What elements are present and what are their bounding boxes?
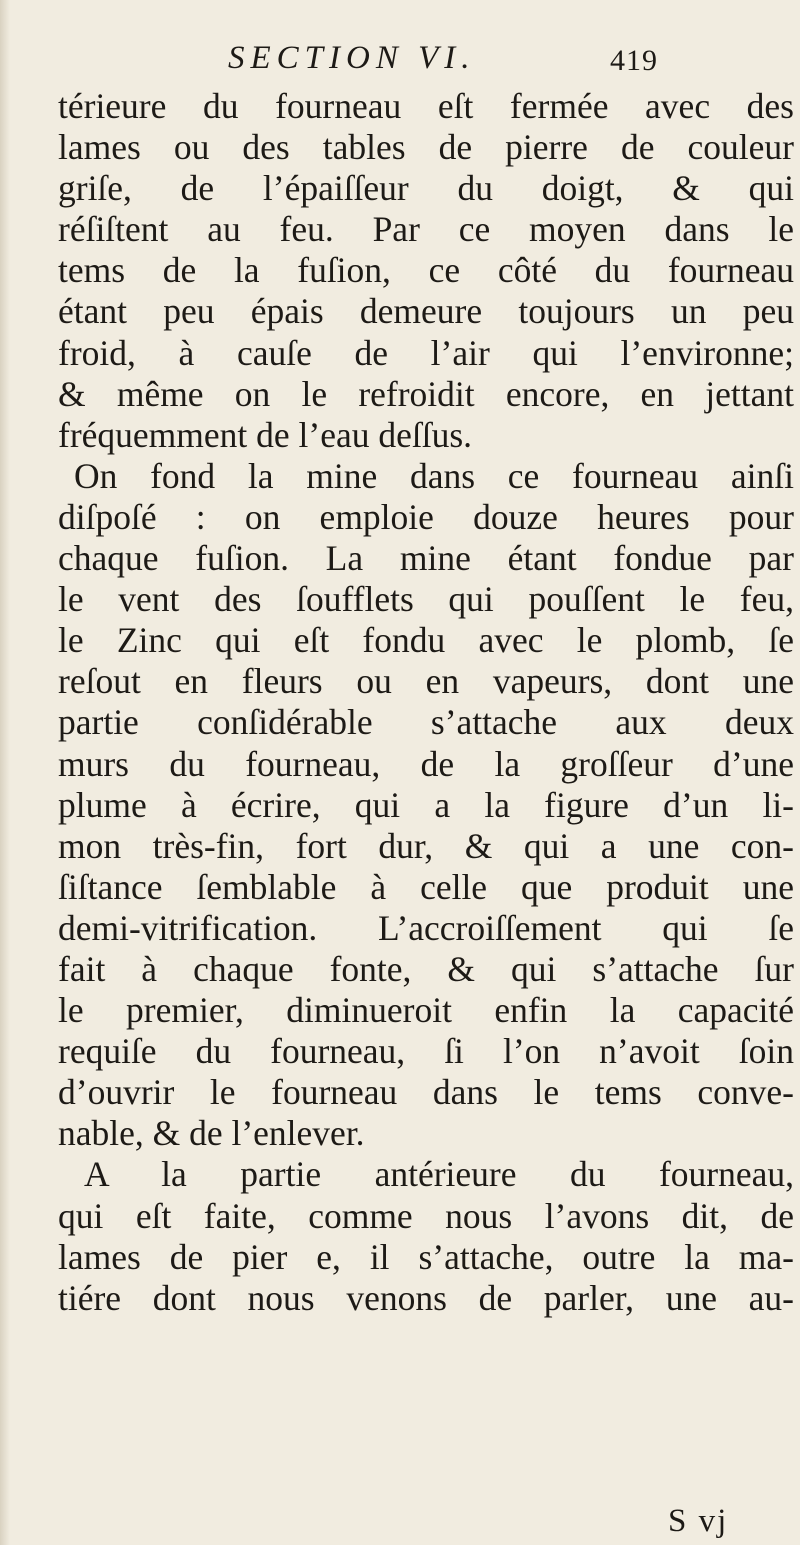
text-line: lames ou des tables de pierre de couleur [58,127,794,168]
text-line: qui eſt faite, comme nous l’avons dit, de [58,1195,794,1236]
text-line: nable, & de l’enlever. [58,1113,365,1154]
text-line: le vent des ſoufflets qui pouſſent le feu, [58,579,794,620]
section-title: SECTION VI. [228,40,476,76]
text-line: diſpoſé : on emploie douze heures pour [58,496,794,537]
text-line: chaque fuſion. La mine étant fondue par [58,538,794,579]
text-line: On fond la mine dans ce fourneau ainſi [74,455,794,496]
text-line: fait à chaque fonte, & qui s’attache ſur [58,948,794,989]
text-line: A la partie antérieure du fourneau, [84,1154,794,1195]
running-head [228,40,658,86]
body-text [58,86,794,1319]
text-line: réſiſtent au feu. Par ce moyen dans le [58,209,794,250]
text-line: le Zinc qui eſt fondu avec le plomb, ſe [58,620,794,661]
text-line: plume à écrire, qui a la figure d’un li- [58,784,794,825]
page-number: 419 [610,44,658,77]
text-line: griſe, de l’épaiſſeur du doigt, & qui [58,168,794,209]
text-line: lames de pier e, il s’attache, outre la ma- [58,1236,794,1277]
text-line: froid, à cauſe de l’air qui l’environne; [58,332,794,373]
text-line: requiſe du fourneau, ſi l’on n’avoit ſoin [58,1031,794,1072]
text-line: tems de la fuſion, ce côté du fourneau [58,250,794,291]
text-line: partie conſidérable s’attache aux deux [58,702,794,743]
text-line: térieure du fourneau eſt fermée avec des [58,86,794,126]
text-line: fréquemment de l’eau deſſus. [58,414,473,455]
text-line: mon très-fin, fort dur, & qui a une con- [58,825,794,866]
text-line: d’ouvrir le fourneau dans le tems conve- [58,1072,794,1113]
text-line: ſiſtance ſemblable à celle que produit une [58,866,794,907]
text-line: demi-vitrification. L’accroiſſement qui ſe [58,907,794,948]
text-line: & même on le refroidit encore, en jettant [58,373,794,414]
text-line: étant peu épais demeure toujours un peu [58,291,794,332]
text-line: le premier, diminueroit enfin la capacité [58,990,794,1031]
text-line: tiére dont nous venons de parler, une au- [58,1277,794,1318]
text-line: reſout en fleurs ou en vapeurs, dont une [58,661,794,702]
page-edge-shadow [0,0,10,1545]
signature-mark: S vj [668,1503,729,1539]
text-line: murs du fourneau, de la groſſeur d’une [58,743,794,784]
